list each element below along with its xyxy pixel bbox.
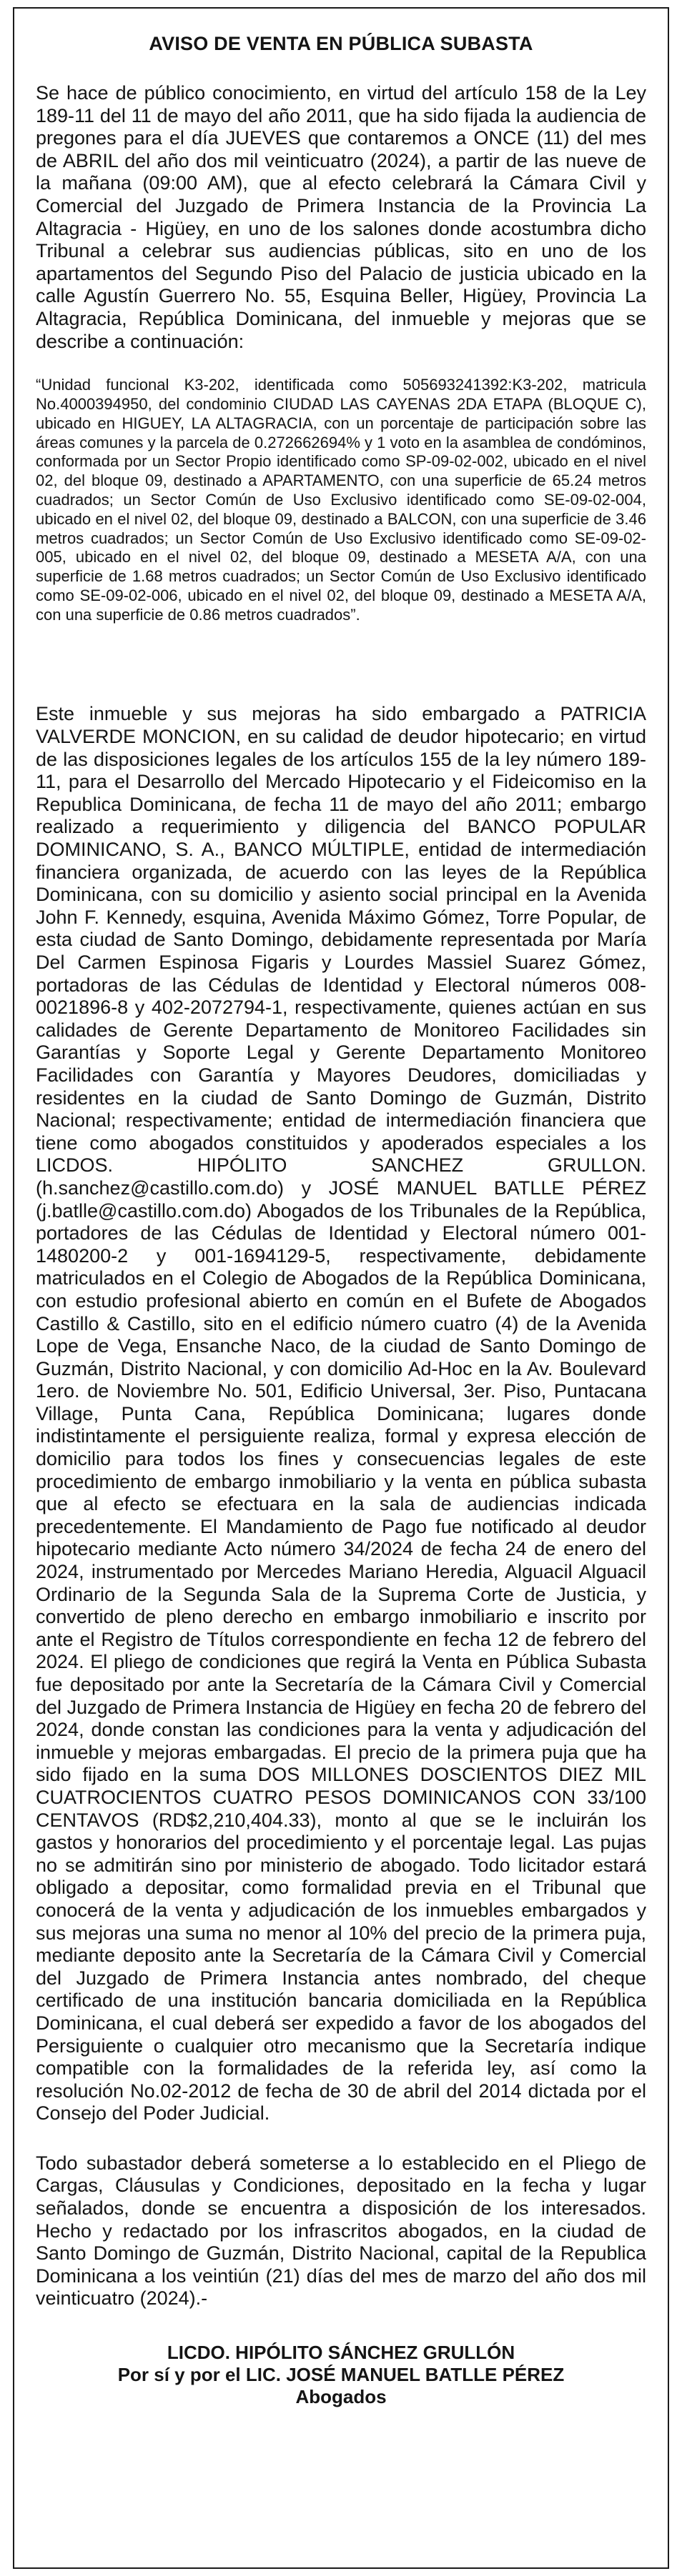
closing-paragraph: Todo subastador deberá someterse a lo establecido en el Pliego de Cargas, Cláusulas y Condiciones, depositado en la fecha y lugar señalados, donde se encuentra a disposición de los interesados. Hecho y redactado por los infrascritos abogados, en la ciudad de Santo Domingo de Guzmán, Distrito Nacional, capital de la Republica Dominicana a los veintiún (21) días del mes de marzo del año dos mil veinticuatro (2024).- xyxy=(36,2152,646,2310)
property-description-quote: “Unidad funcional K3-202, identificada como 505693241392:K3-202, matricula No.4000394950, del condominio CIUDAD LAS CAYENAS 2DA ETAPA (BLOQUE C), ubicado en HIGUEY, LA ALTAGRACIA, con un porcentaje de participación sobre las áreas comunes y la parcela de 0.272662694% y 1 voto en la asamblea de condóminos, conformada por un Sector Propio identificado como SP-09-02-002, ubicado en el nivel 02, del bloque 09, destinado a APARTAMENTO, con una superficie de 65.24 metros cuadrados; un Sector Común de Uso Exclusivo identificado como SE-09-02-004, ubicado en el nivel 02, del bloque 09, destinado a BALCON, con una superficie de 3.46 metros cuadrados; un Sector Común de Uso Exclusivo identificado como SE-09-02-005, ubicado en el nivel 02, del bloque 09, destinado a MESETA A/A, con una superficie de 1.68 metros cuadrados; un Sector Común de Uso Exclusivo identificado como SE-09-02-006, ubicado en el nivel 02, del bloque 09, destinado a MESETA A/A, con una superficie de 0.86 metros cuadrados”. xyxy=(36,376,646,624)
notice-frame xyxy=(13,7,669,2569)
body-paragraph: Este inmueble y sus mejoras ha sido embargado a PATRICIA VALVERDE MONCION, en su calidad de deudor hipotecario; en virtud de las disposiciones legales de los artículos 155 de la ley número 189-11, para el Desarrollo del Mercado Hipotecario y el Fideicomiso en la Republica Dominicana, de fecha 11 de mayo del año 2011; embargo realizado a requerimiento y diligencia del BANCO POPULAR DOMINICANO, S. A., BANCO MÚLTIPLE, entidad de intermediación financiera organizada, de acuerdo con las leyes de la República Dominicana, con su domicilio y asiento social principal en la Avenida John F. Kennedy, esquina, Avenida Máximo Gómez, Torre Popular, de esta ciudad de Santo Domingo, debidamente representada por María Del Carmen Espinosa Figaris y Lourdes Massiel Suarez Gómez, portadoras de las Cédulas de Identidad y Electoral números 008-0021896-8 y 402-2072794-1, respectivamente, quienes actúan en sus calidades de Gerente Departamento de Monitoreo Facilidades sin Garantías y Soporte Legal y Gerente Departamento Monitoreo Facilidades con Garantía y Mayores Deudores, domiciliadas y residentes en la ciudad de Santo Domingo de Guzmán, Distrito Nacional; respectivamente; entidad de intermediación financiera que tiene como abogados constituidos y apoderados especiales a los LICDOS. HIPÓLITO SANCHEZ GRULLON. (h.sanchez@castillo.com.do) y JOSÉ MANUEL BATLLE PÉREZ (j.batlle@castillo.com.do) Abogados de los Tribunales de la República, portadores de las Cédulas de Identidad y Electoral número 001-1480200-2 y 001-1694129-5, respectivamente, debidamente matriculados en el Colegio de Abogados de la República Dominicana, con estudio profesional abierto en común en el Bufete de Abogados Castillo & Castillo, sito en el edificio número cuatro (4) de la Avenida Lope de Vega, Ensanche Naco, de la ciudad de Santo Domingo de Guzmán, Distrito Nacional, y con domicilio Ad-Hoc en la Av. Boulevard 1ero. de Noviembre No. 501, Edificio Universal, 3er. Piso, Puntacana Village, Punta Cana, República Dominicana; lugares donde indistintamente el persiguiente realiza, formal y expresa elección de domicilio para todos los fines y consecuencias legales de este procedimiento de embargo inmobiliario y la venta en pública subasta que al efecto se efectuara en la sala de audiencias indicada precedentemente. El Mandamiento de Pago fue notificado al deudor hipotecario mediante Acto número 34/2024 de fecha 24 de enero del 2024, instrumentado por Mercedes Mariano Heredia, Alguacil Alguacil Ordinario de la Segunda Sala de la Suprema Corte de Justicia, y convertido de pleno derecho en embargo inmobiliario e inscrito por ante el Registro de Títulos correspondiente en fecha 12 de febrero del 2024. El pliego de condiciones que regirá la Venta en Pública Subasta fue depositado por ante la Secretaría de la Cámara Civil y Comercial del Juzgado de Primera Instancia de Higüey en fecha 20 de febrero del 2024, donde constan las condiciones para la venta y adjudicación del inmueble y mejoras embargadas. El precio de la primera puja que ha sido fijado en la suma DOS MILLONES DOSCIENTOS DIEZ MIL CUATROCIENTOS CUATRO PESOS DOMINICANOS CON 33/100 CENTAVOS (RD$2,210,404.33), monto al que se le incluirán los gastos y honorarios del procedimiento y el porcentaje legal. Las pujas no se admitirán sino por ministerio de abogado. Todo licitador estará obligado a depositar, como formalidad previa en el Tribunal que conocerá de la venta y adjudicación de los inmuebles embargados y sus mejoras una suma no menor al 10% del precio de la primera puja, mediante deposito ante la Secretaría de la Cámara Civil y Comercial del Juzgado de Primera Instancia antes nombrado, del cheque certificado de una institución bancaria domiciliada en la República Dominicana, el cual deberá ser expedido a favor de los abogados del Persiguiente o cualquier otro mecanismo que la Secretaría indique compatible con la formalidades de la referida ley, así como la resolución No.02-2012 de fecha de 30 de abril del 2014 dictada por el Consejo del Poder Judicial. xyxy=(36,703,646,2125)
signature-cosigner: Por sí y por el LIC. JOSÉ MANUEL BATLLE PÉREZ xyxy=(117,2364,565,2386)
signature-block xyxy=(36,2342,646,2408)
intro-paragraph: Se hace de público conocimiento, en virtud del artículo 158 de la Ley 189-11 del 11 de mayo del año 2011, que ha sido fijada la audiencia de pregones para el día JUEVES que contaremos a ONCE (11) del mes de ABRIL del año dos mil veinticuatro (2024), a partir de las nueve de la mañana (09:00 AM), que al efecto celebrará la Cámara Civil y Comercial del Juzgado de Primera Instancia de la Provincia La Altagracia - Higüey, en uno de los salones donde acostumbra dicho Tribunal a celebrar sus audiencias públicas, sito en uno de los apartamentos del Segundo Piso del Palacio de justicia ubicado en la calle Agustín Guerrero No. 55, Esquina Beller, Higüey, Provincia La Altagracia, República Dominicana, del inmueble y mejoras que se describe a continuación: xyxy=(36,82,646,352)
signature-name: LICDO. HIPÓLITO SÁNCHEZ GRULLÓN xyxy=(167,2342,515,2364)
notice-title: AVISO DE VENTA EN PÚBLICA SUBASTA xyxy=(149,33,533,54)
signature-role: Abogados xyxy=(295,2386,387,2408)
